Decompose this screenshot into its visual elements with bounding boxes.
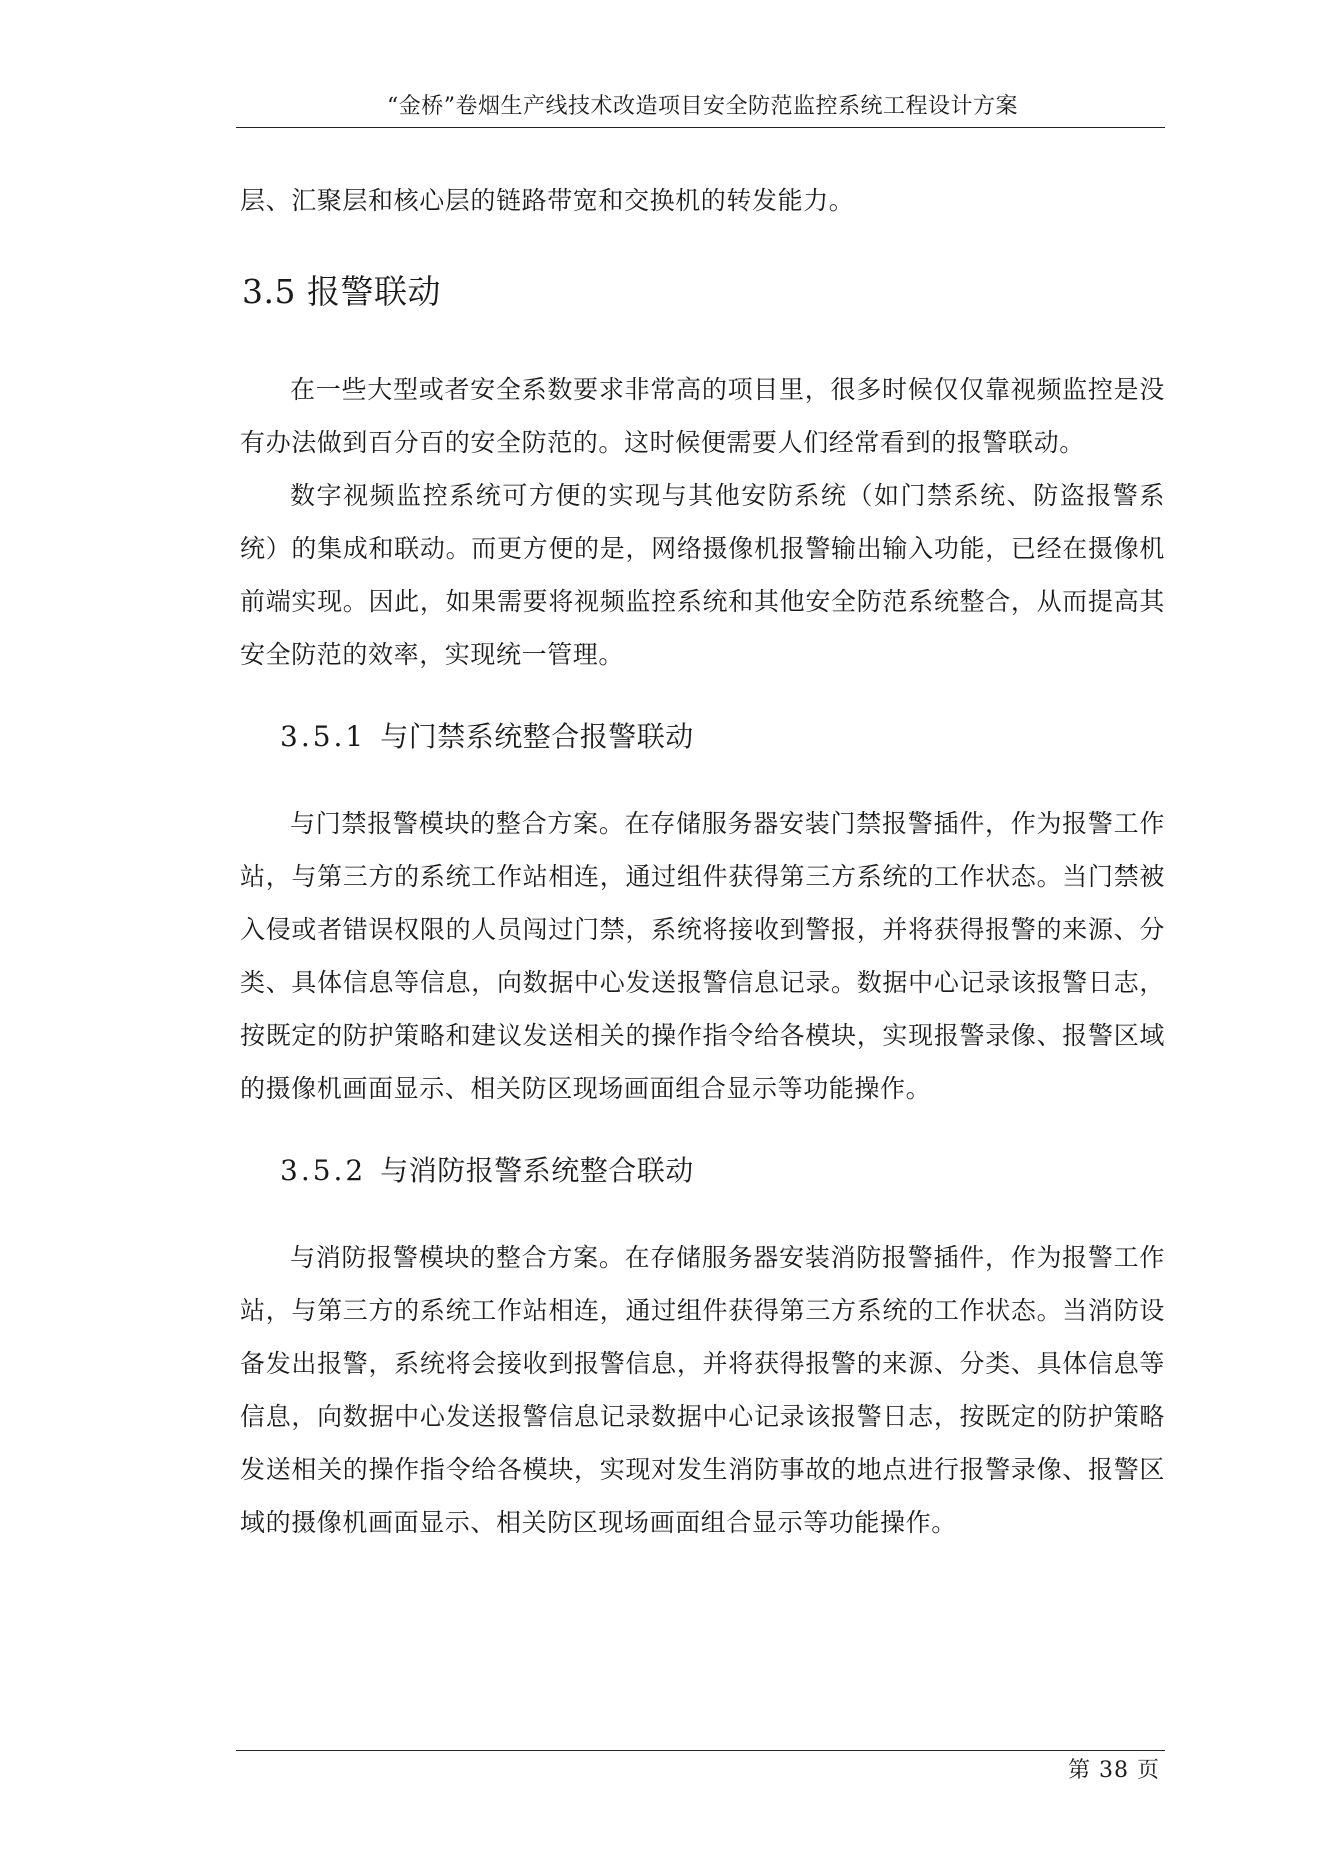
- subsection-title: 与门禁系统整合报警联动: [380, 720, 694, 753]
- section-3-5-paragraph-2: 数字视频监控系统可方便的实现与其他安防系统（如门禁系统、防盗报警系统）的集成和联动。而更方便的是，网络摄像机报警输出输入功能，已经在摄像机前端实现。因此，如果需要将视频监控系统和其他安全防范系统整合，从而提高其安全防范的效率，实现统一管理。: [240, 481, 1165, 669]
- continued-paragraph: 层、汇聚层和核心层的链路带宽和交换机的转发能力。: [240, 186, 855, 215]
- footer-divider: [236, 1750, 1165, 1751]
- subsection-3-5-2-paragraph: 与消防报警模块的整合方案。在存储服务器安装消防报警插件，作为报警工作站，与第三方的系统工作站相连，通过组件获得第三方系统的工作状态。当消防设备发出报警，系统将会接收到报警信息，并将获得报警的来源、分类、具体信息等信息，向数据中心发送报警信息记录数据中心记录该报警日志，按既定的防护策略发送相关的操作指令给各模块，实现对发生消防事故的地点进行报警录像、报警区域的摄像机画面显示、相关防区现场画面组合显示等功能操作。: [240, 1243, 1165, 1537]
- section-heading-3-5: 3.5 报警联动: [242, 272, 441, 311]
- page-content: [240, 174, 1165, 1549]
- subsection-number: 3.5.2: [280, 1154, 367, 1187]
- subsection-heading-3-5-2: [280, 1152, 1165, 1190]
- subsection-number: 3.5.1: [280, 720, 367, 753]
- subsection-title: 与消防报警系统整合联动: [380, 1154, 694, 1187]
- running-header: “金桥”卷烟生产线技术改造项目安全防范监控系统工程设计方案: [387, 94, 1018, 119]
- subsection-3-5-1-paragraph: 与门禁报警模块的整合方案。在存储服务器安装门禁报警插件，作为报警工作站，与第三方的系统工作站相连，通过组件获得第三方系统的工作状态。当门禁被入侵或者错误权限的人员闯过门禁，系统将接收到警报，并将获得报警的来源、分类、具体信息等信息，向数据中心发送报警信息记录。数据中心记录该报警日志，按既定的防护策略和建议发送相关的操作指令给各模块，实现报警录像、报警区域的摄像机画面显示、相关防区现场画面组合显示等功能操作。: [240, 809, 1165, 1103]
- header-divider: [236, 127, 1165, 128]
- section-3-5-paragraph-1: 在一些大型或者安全系数要求非常高的项目里，很多时候仅仅靠视频监控是没有办法做到百分百的安全防范的。这时候便需要人们经常看到的报警联动。: [240, 375, 1165, 457]
- subsection-heading-3-5-1: [280, 718, 1165, 756]
- page-number: 第 38 页: [1068, 1758, 1160, 1783]
